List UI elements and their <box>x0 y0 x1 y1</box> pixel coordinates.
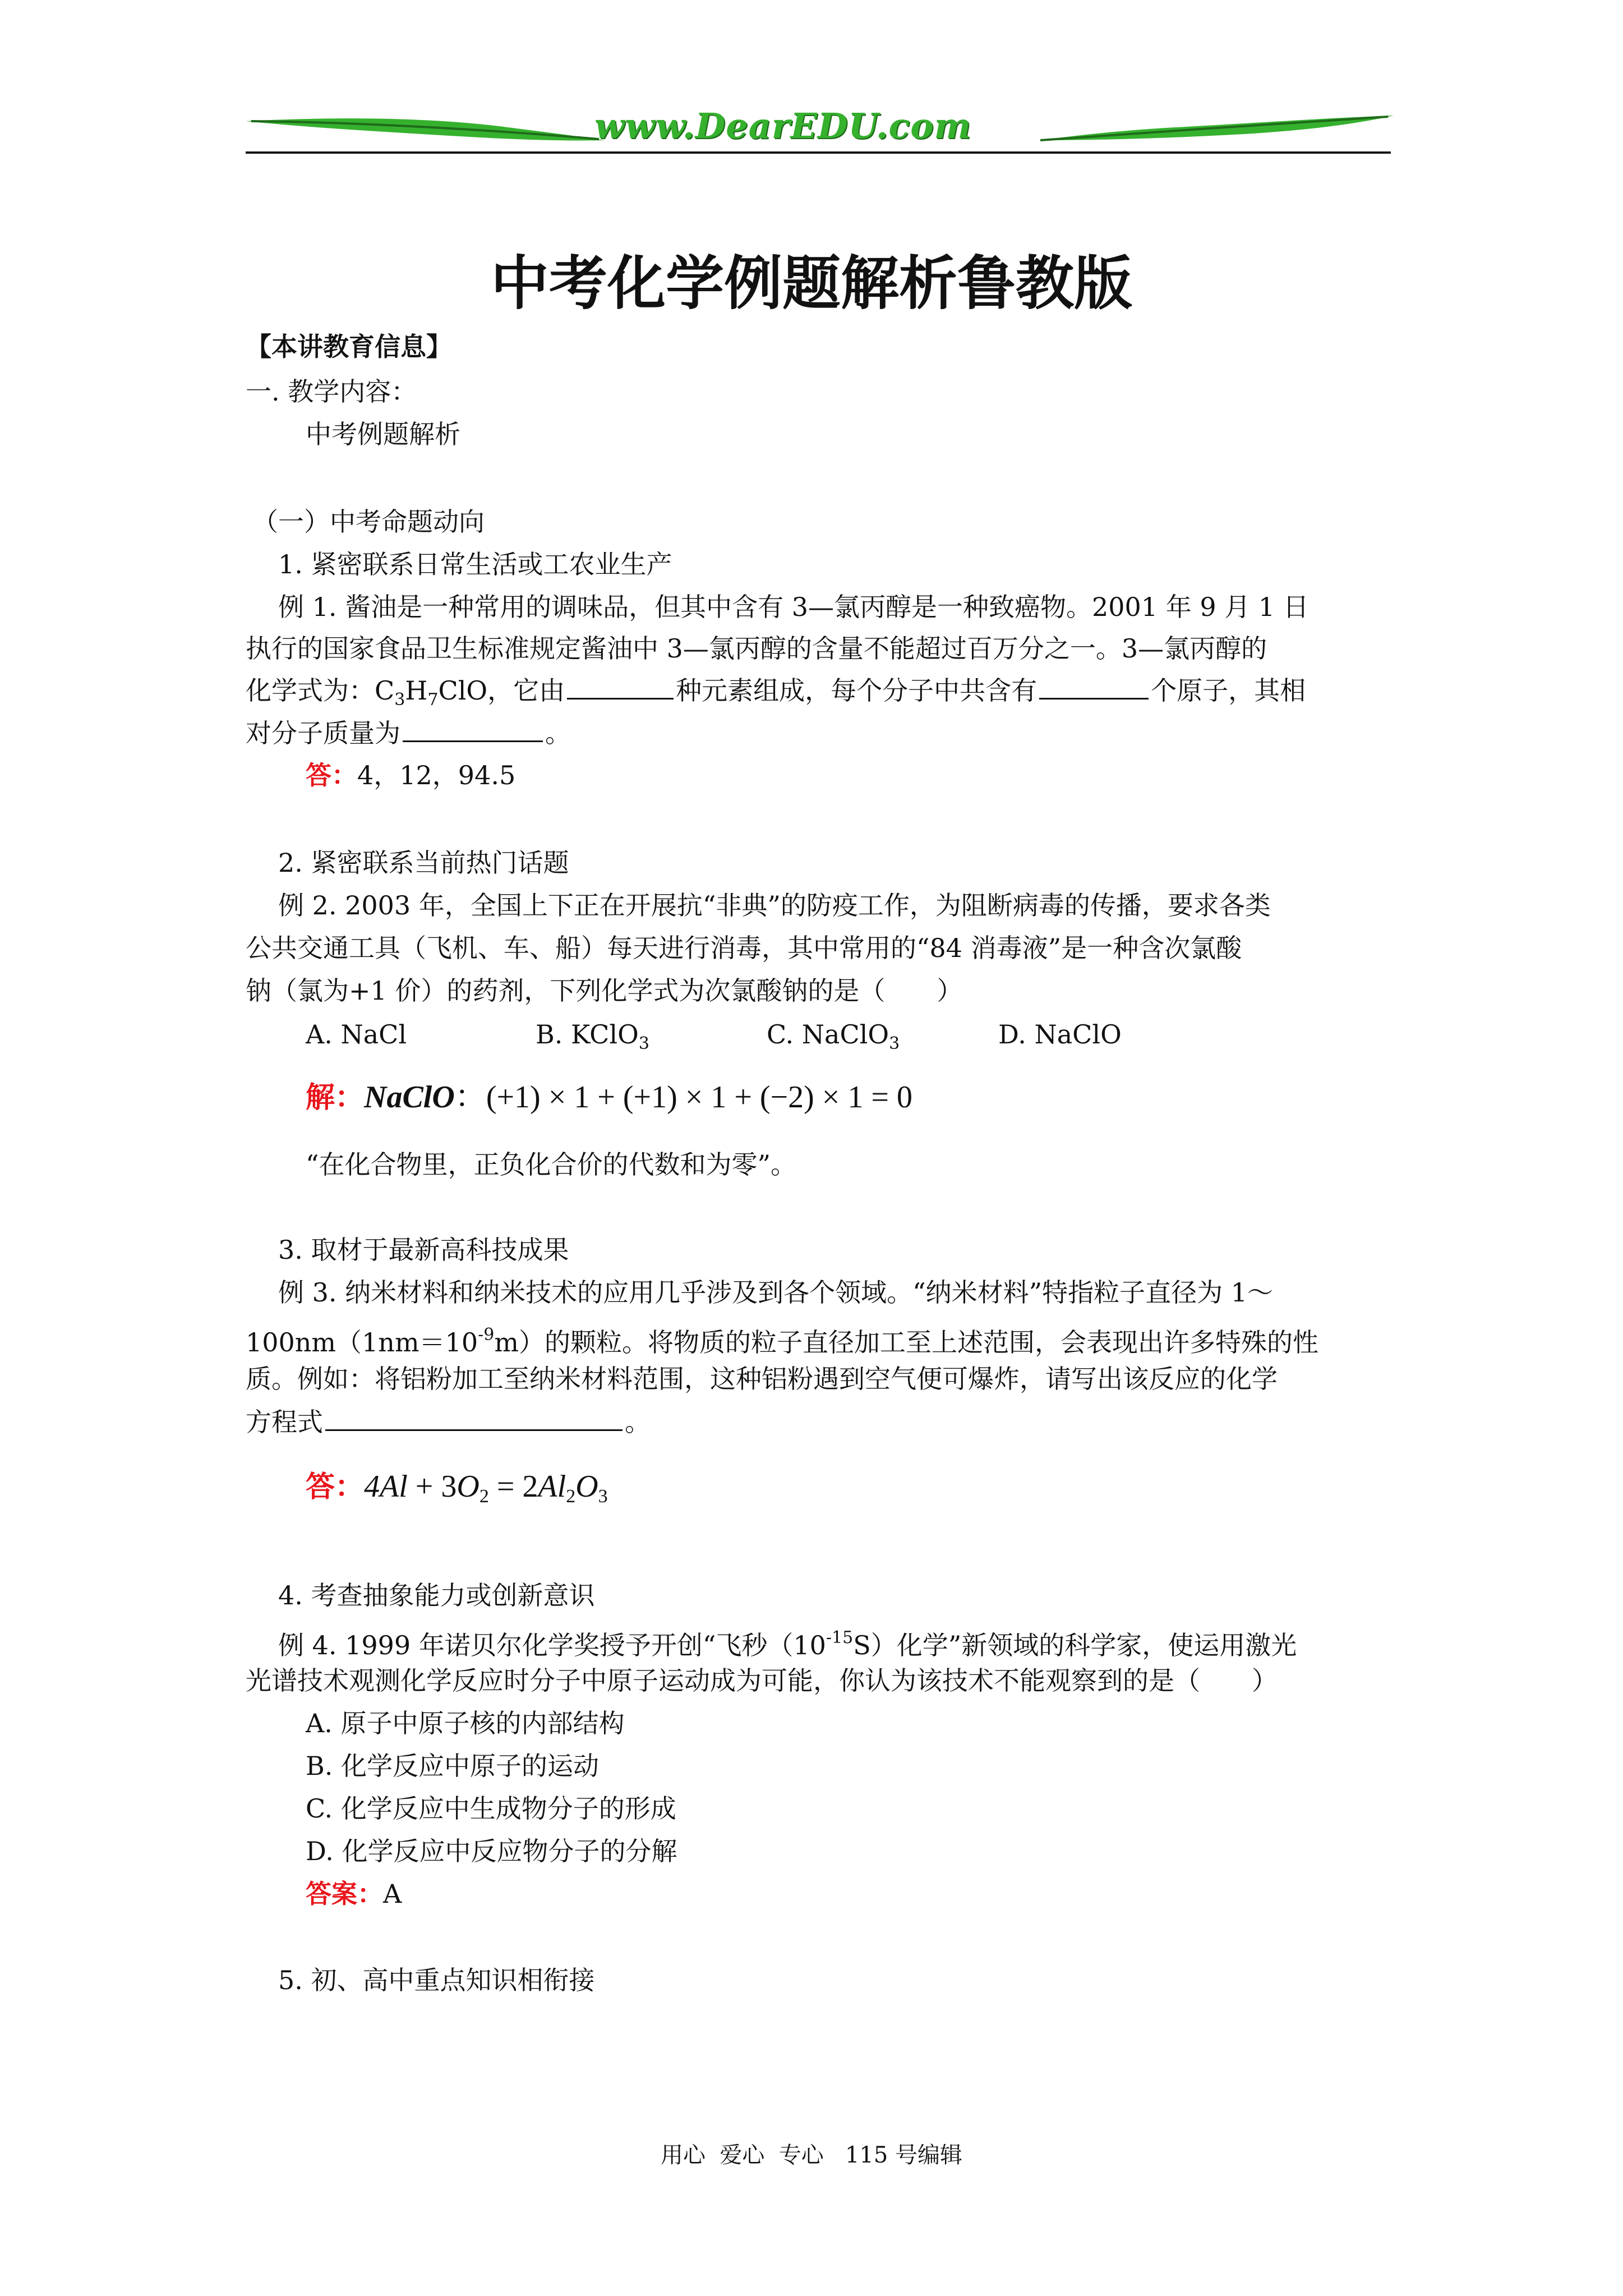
site-logo-text: www.DearEDU.com <box>594 105 972 146</box>
ex4-option-c[interactable]: C. 化学反应中生成物分子的形成 <box>306 1793 676 1824</box>
ex3-line2 <box>246 1318 1318 1359</box>
leaf-left-icon <box>246 110 605 149</box>
ex1-line1: 例 1. 酱油是一种常用的调味品，但其中含有 3—氯丙醇是一种致癌物。2001 年 9 月 1 日 <box>278 592 1309 622</box>
text: 种元素组成，每个分子中共含有 <box>676 675 1038 706</box>
page-footer: 用心 爱心 专心 115 号编辑 <box>660 2142 963 2168</box>
ex2-line2: 公共交通工具（飞机、车、船）每天进行消毒，其中常用的“84 消毒液”是一种含次氯酸 <box>246 933 1242 963</box>
ex4-option-a[interactable]: A. 原子中原子核的内部结构 <box>306 1708 625 1738</box>
ex1-answer <box>306 758 515 792</box>
header-rule <box>246 151 1391 154</box>
ex4-answer <box>306 1877 402 1911</box>
text: 对分子质量为 <box>246 718 400 748</box>
element: O <box>575 1469 598 1504</box>
ex1-line4 <box>246 716 571 750</box>
leaf-right-icon <box>1040 110 1394 149</box>
subscript: 2 <box>566 1486 576 1507</box>
page-title: 中考化学例题解析鲁教版 <box>490 249 1132 318</box>
ex4-option-b[interactable]: B. 化学反应中原子的运动 <box>306 1751 600 1781</box>
text: B. KClO <box>536 1019 639 1050</box>
superscript: -15 <box>826 1628 854 1648</box>
subscript: 2 <box>479 1486 489 1507</box>
section-label: 一. 教学内容： <box>246 376 417 407</box>
ex4-line2: 光谱技术观测化学反应时分子中原子运动成为可能，你认为该技术不能观察到的是（ ） <box>246 1665 1278 1696</box>
item-heading-1: 1. 紧密联系日常生活或工农业生产 <box>278 549 672 579</box>
coefficient: 4 <box>364 1469 380 1504</box>
ex4-line1 <box>278 1621 1297 1662</box>
item-heading-2: 2. 紧密联系当前热门话题 <box>278 848 569 878</box>
equation: ：(+1) × 1 + (+1) × 1 + (−2) × 1 = 0 <box>454 1080 912 1115</box>
ex3-line3: 质。例如：将铝粉加工至纳米材料范围，这种铝粉遇到空气便可爆炸，请写出该反应的化学 <box>246 1364 1278 1394</box>
ex2-option-c[interactable] <box>767 1018 900 1061</box>
operator: = 2 <box>488 1469 538 1504</box>
answer-label: 答案： <box>306 1879 383 1909</box>
text: H <box>405 675 428 706</box>
text: C. NaClO <box>767 1019 889 1050</box>
superscript: -9 <box>478 1325 495 1345</box>
ex2-line3: 钠（氯为+1 价）的药剂，下列化学式为次氯酸钠的是（ ） <box>246 976 963 1006</box>
text: m）的颗粒。将物质的粒子直径加工至上述范围，会表现出许多特殊的性 <box>494 1327 1318 1358</box>
subscript: 3 <box>889 1034 900 1053</box>
ex1-line2: 执行的国家食品卫生标准规定酱油中 3—氯丙醇的含量不能超过百万分之一。3—氯丙醇的 <box>246 633 1267 664</box>
solution-label: 解： <box>306 1081 365 1115</box>
item-heading-5: 5. 初、高中重点知识相衔接 <box>278 1965 595 1995</box>
ex3-answer <box>306 1464 608 1519</box>
section-content: 中考例题解析 <box>306 419 460 449</box>
ex2-option-d[interactable]: D. NaClO <box>998 1019 1122 1050</box>
answer-blank[interactable] <box>325 1405 623 1431</box>
element: Al <box>538 1469 566 1504</box>
element: O <box>457 1469 479 1504</box>
ex1-line3 <box>246 673 1306 717</box>
ex3-line1: 例 3. 纳米材料和纳米技术的应用几乎涉及到各个领域。“纳米材料”特指粒子直径为 1～ <box>278 1277 1274 1308</box>
ex2-option-a[interactable]: A. NaCl <box>306 1019 407 1050</box>
text: 个原子，其相 <box>1151 675 1306 706</box>
info-heading: 【本讲教育信息】 <box>246 332 452 362</box>
ex4-option-d[interactable]: D. 化学反应中反应物分子的分解 <box>306 1836 677 1866</box>
answer-text: 4，12，94.5 <box>357 760 516 790</box>
answer-blank[interactable] <box>1039 673 1149 700</box>
text: ClO，它由 <box>438 675 565 706</box>
ex2-line1: 例 2. 2003 年，全国上下正在开展抗“非典”的防疫工作，为阻断病毒的传播，要求各类 <box>278 890 1271 921</box>
operator: + 3 <box>407 1469 457 1504</box>
ex2-solution <box>306 1075 912 1120</box>
text: 例 4. 1999 年诺贝尔化学奖授予开创“飞秒（10 <box>278 1630 826 1660</box>
text: 100nm（1nm＝10 <box>246 1327 478 1358</box>
answer-label: 答： <box>306 1470 365 1504</box>
text: 。 <box>625 1407 651 1437</box>
answer-text: A <box>383 1879 402 1909</box>
text: 。 <box>545 718 571 748</box>
text: 方程式 <box>246 1407 323 1437</box>
element: Al <box>380 1469 408 1504</box>
answer-blank[interactable] <box>567 673 674 700</box>
answer-label: 答： <box>306 760 357 790</box>
answer-blank[interactable] <box>403 716 543 742</box>
ex2-option-b[interactable] <box>536 1018 649 1061</box>
subscript: 7 <box>427 690 439 710</box>
formula: NaClO <box>364 1080 455 1115</box>
item-heading-4: 4. 考查抽象能力或创新意识 <box>278 1580 595 1611</box>
item-heading-3: 3. 取材于最新高科技成果 <box>278 1235 569 1265</box>
ex2-note: “在化合物里，正负化合价的代数和为零”。 <box>306 1149 797 1180</box>
text: 化学式为：C <box>246 675 395 706</box>
subscript: 3 <box>394 690 405 710</box>
subscript: 3 <box>638 1034 649 1053</box>
subsection-heading: （一）中考命题动向 <box>252 507 485 537</box>
ex3-line4 <box>246 1405 651 1439</box>
text: S）化学”新领域的科学家，使运用激光 <box>853 1630 1297 1660</box>
subscript: 3 <box>598 1486 608 1507</box>
